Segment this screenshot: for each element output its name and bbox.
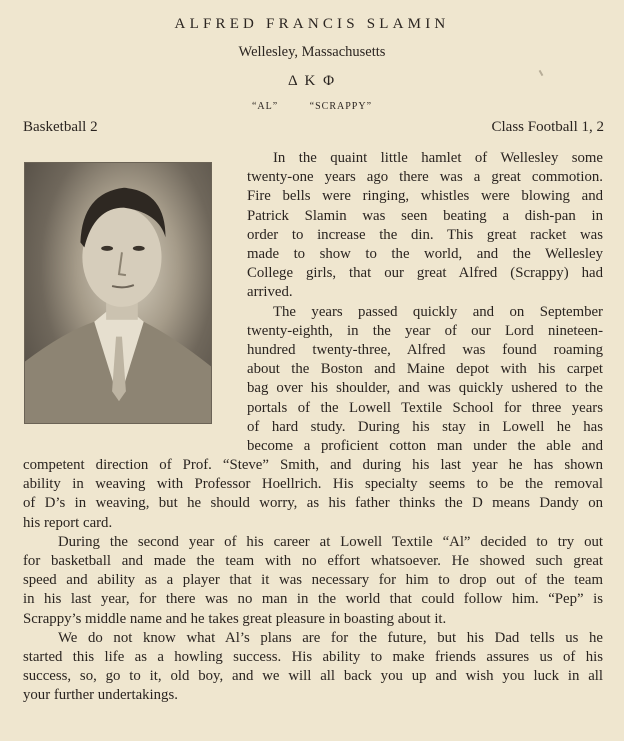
text-line: twenty-one years ago there was a great commotion. xyxy=(247,169,603,186)
text-line: become a proficient cotton man under the able and xyxy=(247,438,603,455)
text-line: bag over his shoulder, and was quickly ushered to the xyxy=(247,380,603,397)
text-line: for basketball and made the team with no effort whatsoever. He showed such great xyxy=(23,553,603,570)
portrait-illustration xyxy=(25,163,211,423)
text-line: about the Boston and Maine depot with his carpet xyxy=(247,361,603,378)
activity-basketball: Basketball 2 xyxy=(23,119,98,135)
text-line: College girls, that our great Alfred (Scrappy) had xyxy=(247,265,603,282)
text-line: competent direction of Prof. “Steve” Smith, and during his last year he has shown xyxy=(23,457,603,473)
portrait-photo xyxy=(24,162,212,424)
text-line: your further undertakings. xyxy=(23,687,178,704)
nickname-scrappy: “SCRAPPY” xyxy=(309,101,373,112)
text-line: of D’s in weaving, but he should worry, as his father thinks the D means Dandy on xyxy=(23,495,603,512)
text-line: ability in weaving with Professor Hoellrich. His specialty seems to be the removal xyxy=(23,476,603,493)
activity-class-football: Class Football 1, 2 xyxy=(491,119,604,135)
nickname-al: “AL” xyxy=(251,101,279,112)
text-line: of hard study. During his stay in Lowell he has xyxy=(247,418,603,435)
text-line: The years passed quickly and on September xyxy=(273,303,603,320)
text-line: in his last year, for there was no man in the world that could follow him. “Pep” is xyxy=(23,591,603,608)
student-name: ALFRED FRANCIS SLAMIN xyxy=(174,16,450,32)
text-line: In the quaint little hamlet of Wellesley some xyxy=(273,150,603,166)
text-line: twenty-eighth, in the year of our Lord nineteen- xyxy=(247,322,603,339)
text-line: hundred twenty-three, Alfred was found roaming xyxy=(247,342,603,359)
text-line: Scrappy’s middle name and he takes great pleasure in boasting about it. xyxy=(23,610,447,627)
right-eye-shape xyxy=(133,246,145,251)
text-line: made to show to the world, and the Wellesley xyxy=(247,246,603,263)
nicknames xyxy=(0,101,624,112)
fraternity-letters: Δ Κ Φ xyxy=(287,73,337,89)
text-line: During the second year of his career at Lowell Textile “Al” decided to try out xyxy=(58,533,603,550)
left-eye-shape xyxy=(101,246,113,251)
text-line: success, so, go to it, old boy, and we will all back you up and wish you luck in all xyxy=(23,668,603,685)
biography-full-text xyxy=(23,456,603,706)
text-line: speed and ability as a player that it was necessary for him to drop out of the team xyxy=(23,572,603,589)
text-line: portals of the Lowell Textile School for three years xyxy=(247,399,603,416)
biography-column-text xyxy=(247,149,603,456)
text-line: started this life as a howling success. His ability to make friends assures us of his xyxy=(23,649,603,666)
hometown: Wellesley, Massachusetts xyxy=(238,44,386,60)
text-line: Fire bells were ringing, whistles were blowing and xyxy=(247,188,603,205)
text-line: We do not know what Al’s plans are for the future, but his Dad tells us he xyxy=(58,629,603,646)
text-line: Patrick Slamin was seen beating a dish-pan in xyxy=(247,207,603,224)
text-line: arrived. xyxy=(247,284,293,301)
text-line: order to increase the din. This great racket was xyxy=(247,226,603,243)
text-line: his report card. xyxy=(23,514,113,531)
